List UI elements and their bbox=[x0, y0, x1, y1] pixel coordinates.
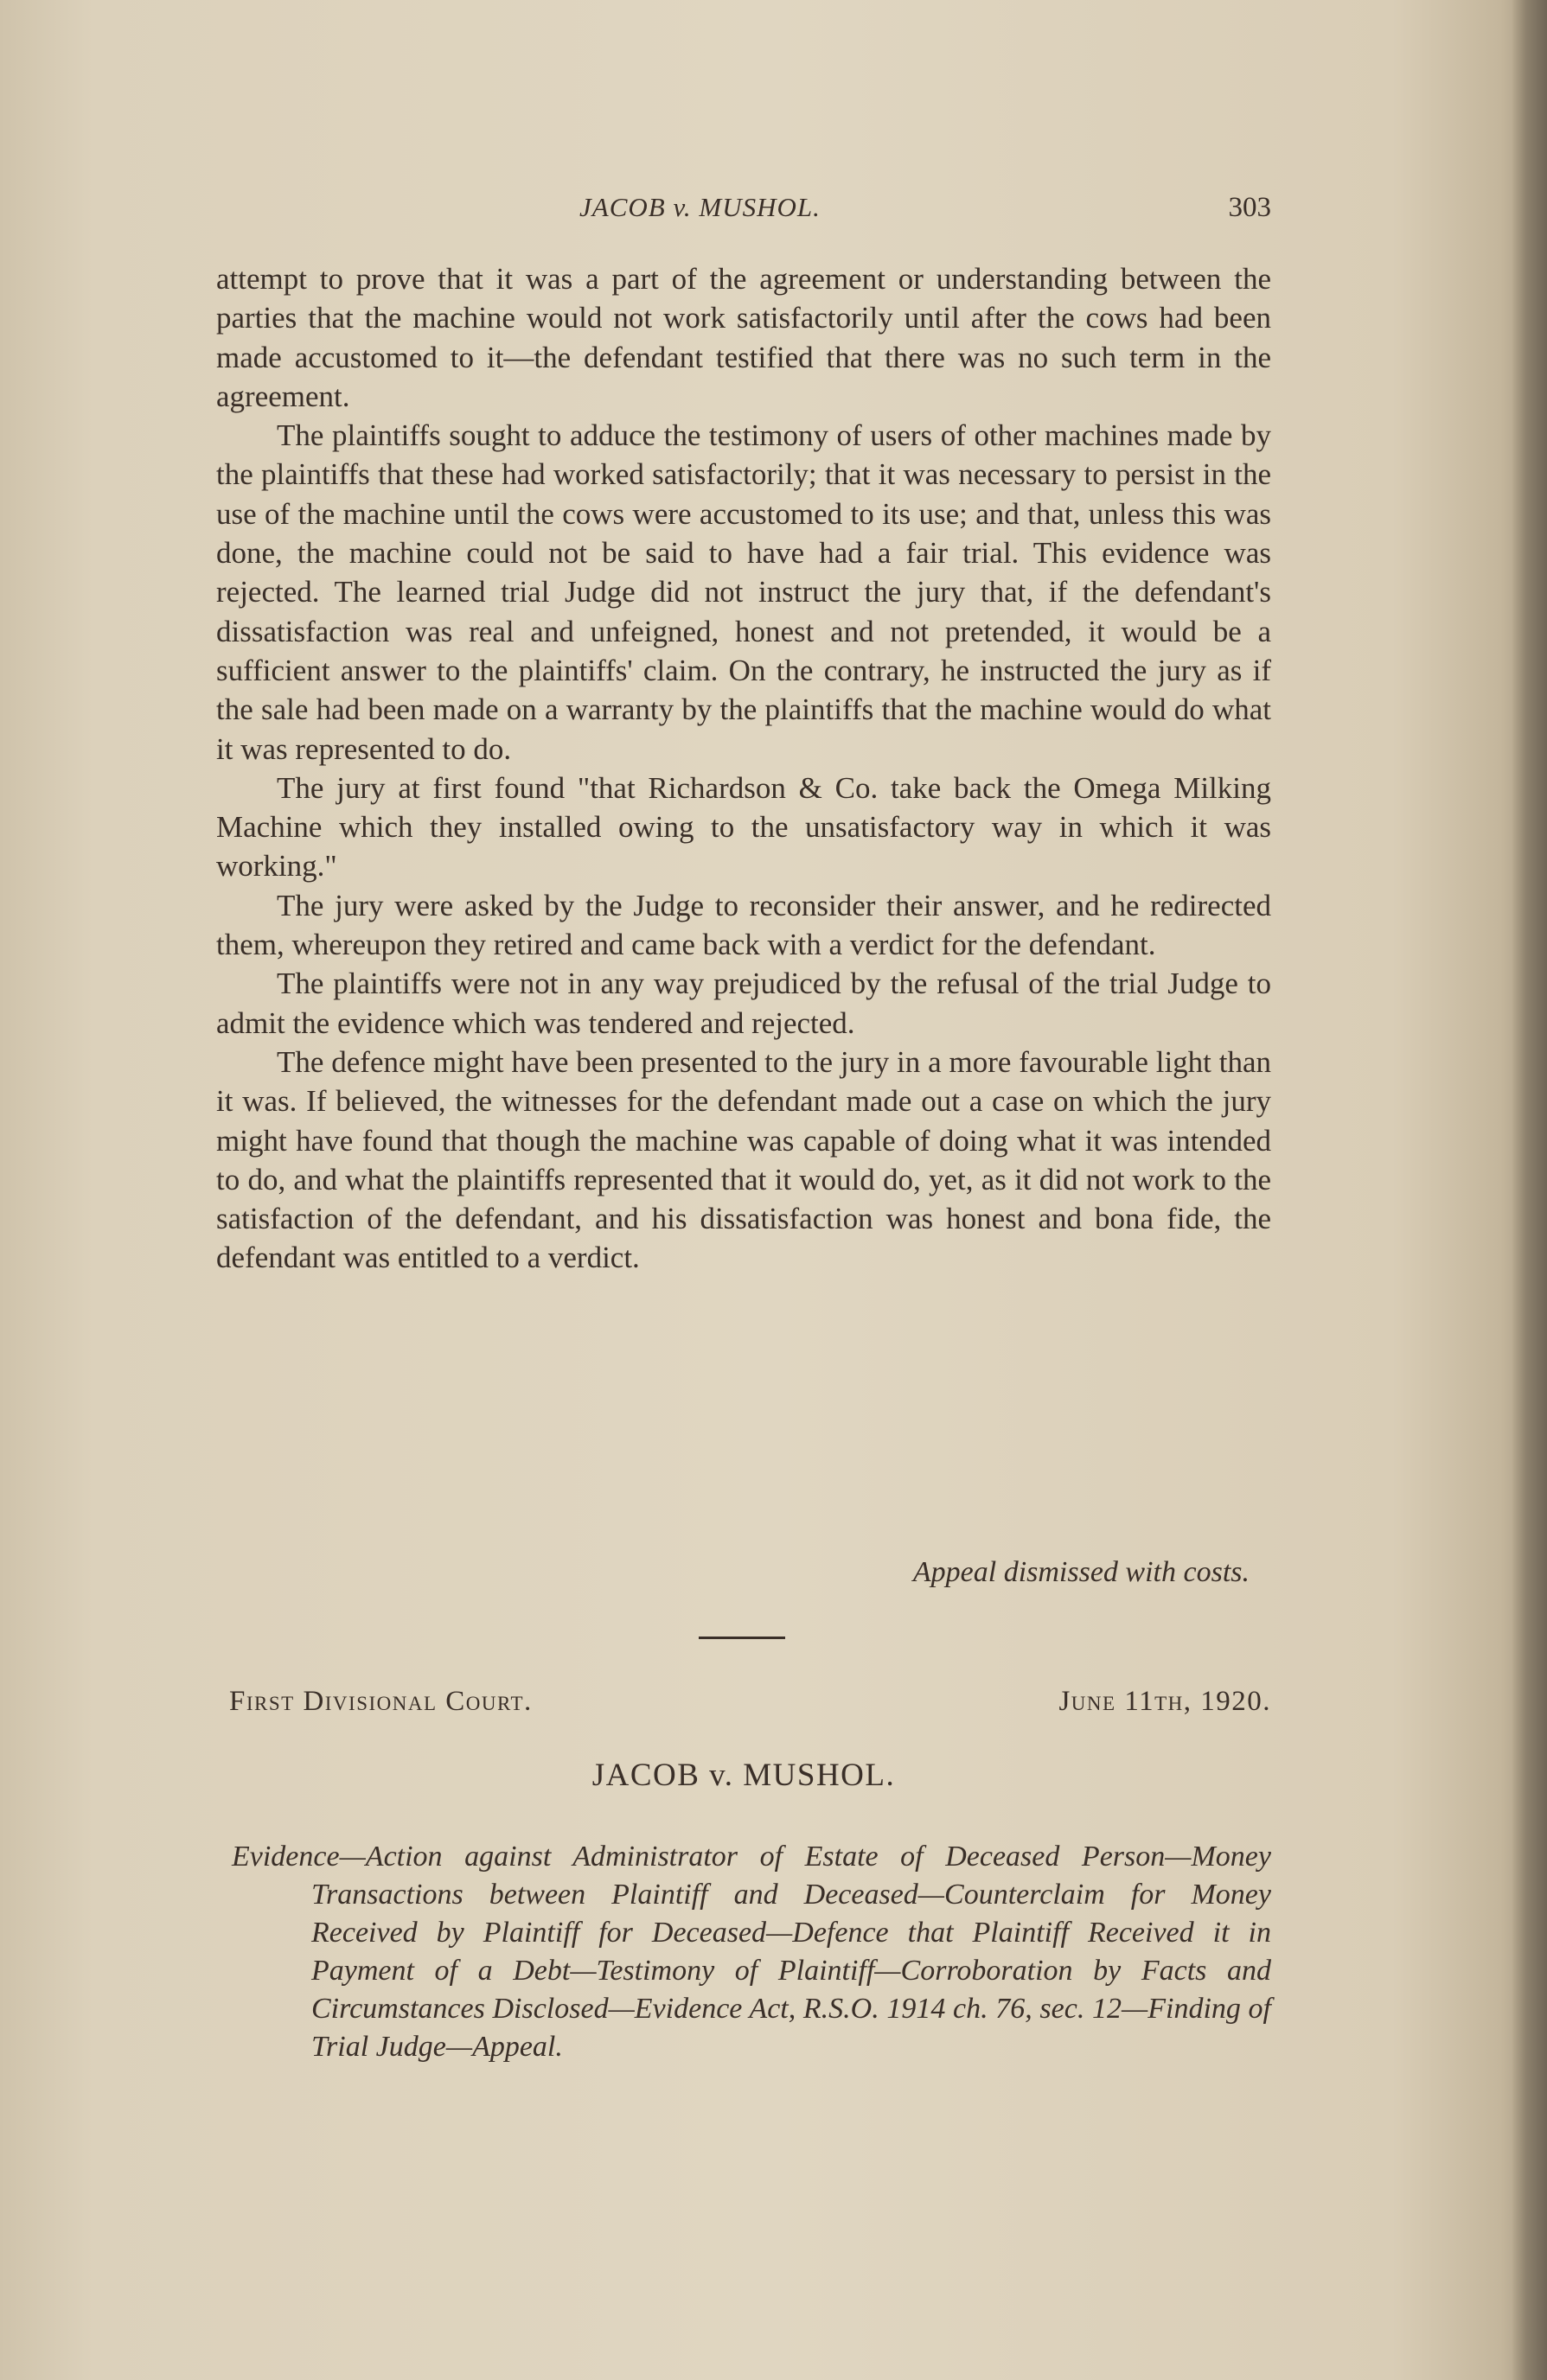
page-number: 303 bbox=[1228, 192, 1271, 223]
headnote: Evidence—Action against Administrator of Estate of Deceased Person—Money Transactions between Plaintiff and Deceased—Counterclaim for Money Received by Plaintiff for Deceased—Defence that Plaintiff Received it in Payment of a Debt—Testimony of Plaintiff—Corroboration by Facts and Circumstances Disclosed—Evidence Act, R.S.O. 1914 ch. 76, sec. 12—Finding of Trial Judge—Appeal. bbox=[232, 1841, 1271, 2063]
paragraph: attempt to prove that it was a part of the agreement or understanding between the parties that the machine would not work satisfactorily until after the cows had been made accustomed to it—the defendant testified that there was no such term in the agreement. bbox=[216, 262, 1271, 413]
paragraph: The plaintiffs were not in any way prejudiced by the refusal of the trial Judge to admit the evidence which was tendered and rejected. bbox=[216, 967, 1271, 1040]
paragraph: The jury were asked by the Judge to reconsider their answer, and he redirected them, whereupon they retired and came back with a verdict for the defendant. bbox=[216, 888, 1271, 962]
case-title: JACOB v. MUSHOL. bbox=[591, 1758, 896, 1793]
disposition: Appeal dismissed with costs. bbox=[912, 1556, 1250, 1588]
running-title: JACOB v. MUSHOL. bbox=[579, 192, 821, 222]
court-date: June 11th, 1920. bbox=[1058, 1686, 1271, 1717]
paragraph: The defence might have been presented to the jury in a more favourable light than it was. If believed, the witnesses for the defendant made out a case on which the jury might have found that though the machine was capable of doing what it was intended to do, and what the plaintiffs represented that it would do, yet, as it did not work to the satisfaction of the defendant, and his dissatisfaction was honest and bona fide, the defendant was entitled to a verdict. bbox=[216, 1044, 1271, 1275]
book-spine-shadow bbox=[1512, 0, 1547, 2380]
paragraph: The plaintiffs sought to adduce the testimony of users of other machines made by the plaintiffs that these had worked satisfactorily; that it was necessary to persist in the use of the machine until the cows were accustomed to its use; and that, unless this was done, the machine could not be said to have had a fair trial. This evidence was rejected. The learned trial Judge did not instruct the jury that, if the defendant's dissatisfaction was real and unfeigned, honest and not pretended, it would be a sufficient answer to the plaintiffs' claim. On the contrary, he instructed the jury as if the sale had been made on a warranty by the plaintiffs that the machine would do what it was represented to do. bbox=[216, 418, 1271, 766]
court-line bbox=[229, 1686, 1271, 1725]
paragraph: The jury at first found "that Richardson & Co. take back the Omega Milking Machine which they installed owing to the unsatisfactory way in which it was working." bbox=[216, 770, 1271, 884]
section-divider bbox=[699, 1637, 785, 1639]
court-name: First Divisional Court. bbox=[229, 1686, 533, 1717]
running-header bbox=[216, 192, 1271, 235]
judgment-text bbox=[216, 259, 1271, 1278]
